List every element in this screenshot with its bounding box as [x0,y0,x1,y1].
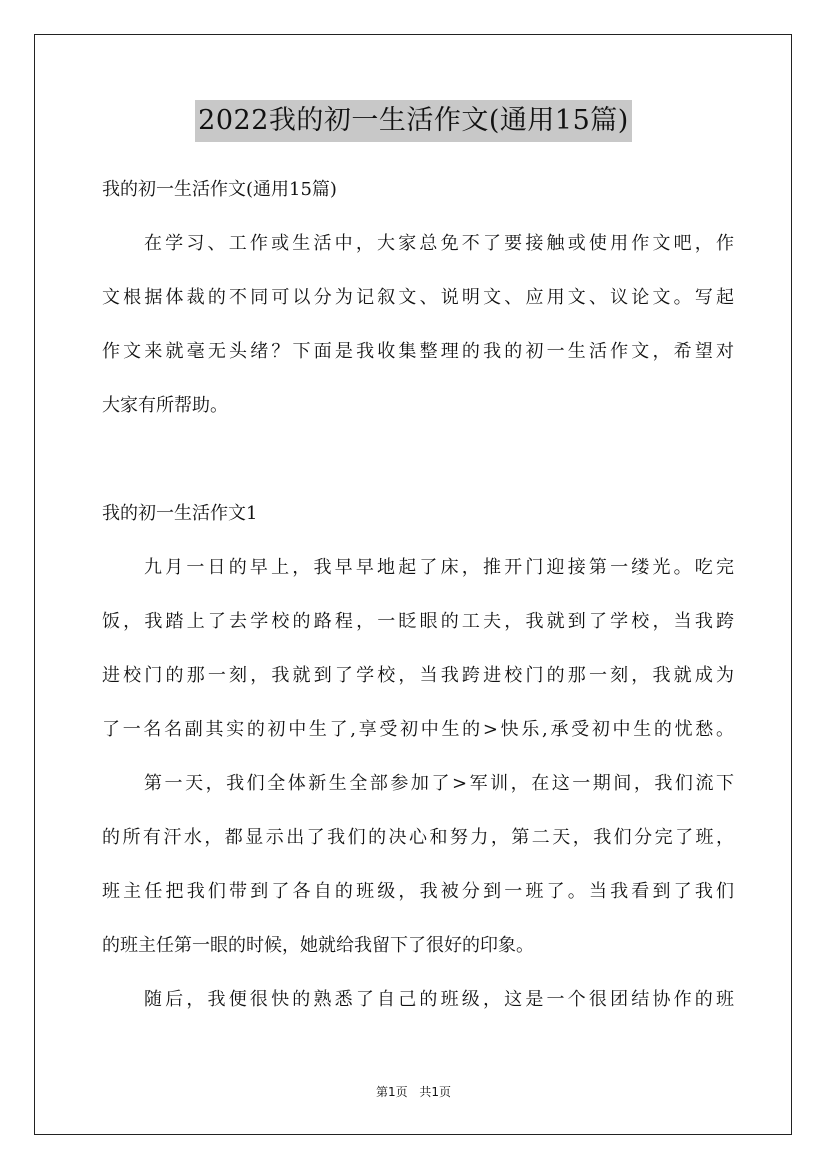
paragraph-line: 第一天，我们全体新生全部参加了>军训，在这一期间，我们流下 [144,773,734,794]
paragraph-line: 进校门的那一刻，我就到了学校，当我跨进校门的那一刻，我就成为 [102,665,734,686]
spacer [102,433,734,487]
document-body [102,163,734,1027]
paragraph-line: 作文来就毫无头绪？下面是我收集整理的我的初一生活作文，希望对 [102,341,734,362]
page-total: 共1页 [419,1085,452,1099]
intro-paragraph [102,217,734,433]
paragraph-line: 饭，我踏上了去学校的路程，一眨眼的工夫，我就到了学校，当我跨 [102,611,734,632]
title-wrap [0,100,827,142]
paragraph-line: 了一名名副其实的初中生了,享受初中生的>快乐,承受初中生的忧愁。 [102,719,734,740]
paragraph-3 [102,973,734,1027]
paragraph-2 [102,757,734,973]
document-title: 2022我的初一生活作文(通用15篇) [195,100,632,142]
paragraph-line: 班主任把我们带到了各自的班级，我被分到一班了。当我看到了我们 [102,881,734,902]
paragraph-line: 随后，我便很快的熟悉了自己的班级，这是一个很团结协作的班 [144,989,734,1010]
paragraph-line: 的所有汗水，都显示出了我们的决心和努力，第二天，我们分完了班， [102,827,734,848]
page-footer [0,1083,827,1100]
section-heading: 我的初一生活作文1 [102,503,258,524]
subtitle: 我的初一生活作文(通用15篇) [102,179,337,200]
paragraph-line: 在学习、工作或生活中，大家总免不了要接触或使用作文吧，作 [144,233,734,254]
paragraph-line: 文根据体裁的不同可以分为记叙文、说明文、应用文、议论文。写起 [102,287,734,308]
paragraph-line: 大家有所帮助。 [102,395,228,416]
paragraph-line: 的班主任第一眼的时候，她就给我留下了很好的印象。 [102,935,534,956]
paragraph-line: 九月一日的早上，我早早地起了床，推开门迎接第一缕光。吃完 [144,557,734,578]
page-number: 第1页 [375,1085,408,1099]
paragraph-1 [102,541,734,757]
